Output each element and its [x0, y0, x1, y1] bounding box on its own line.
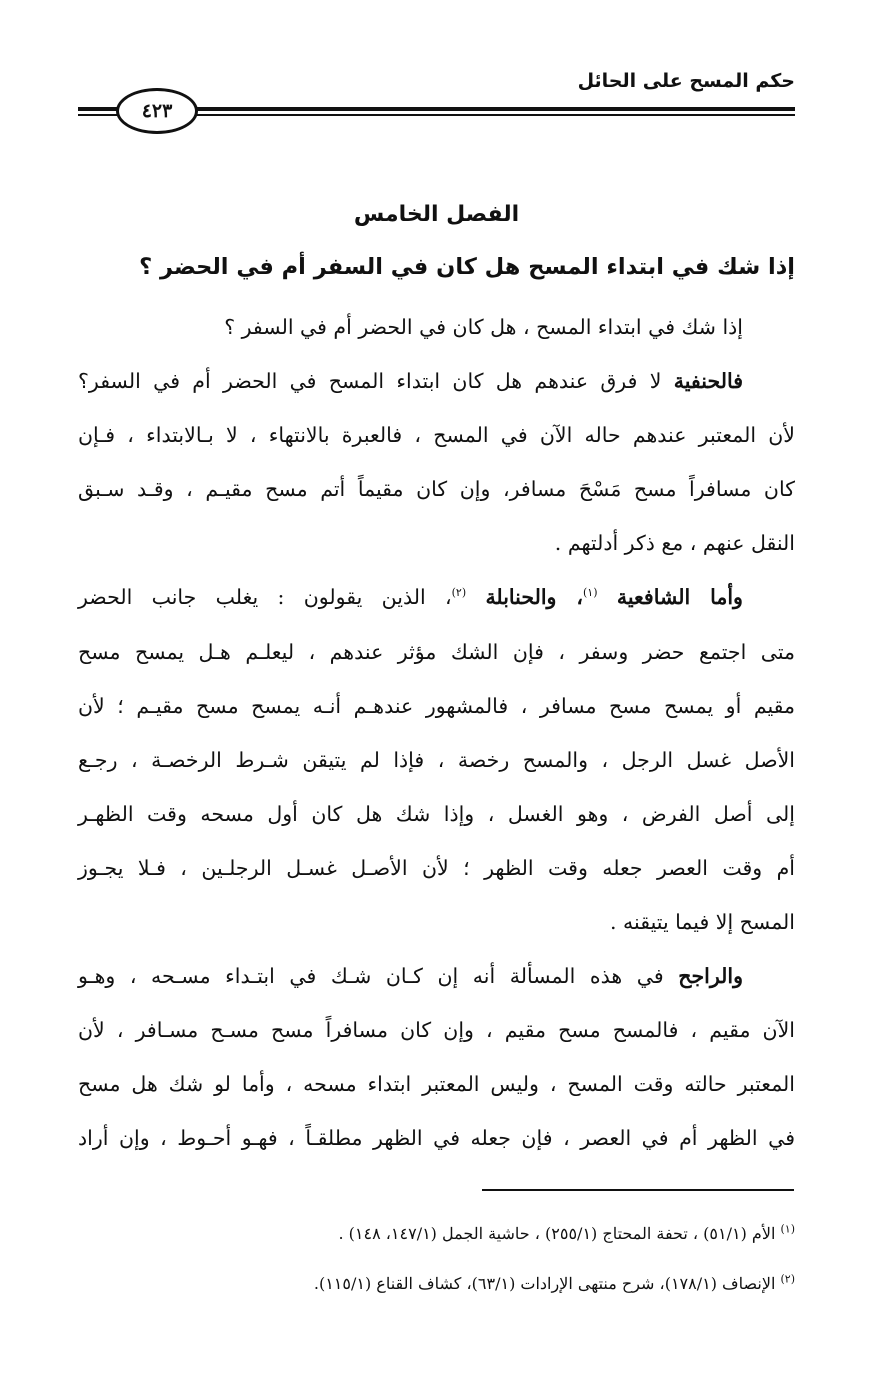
term-hanabila: ، والحنابلة — [485, 585, 583, 610]
section-title: إذا شك في ابتداء المسح هل كان في السفر أم في الحضر ؟ — [139, 254, 795, 280]
text-line: والراجح في هذه المسألة أنه إن كـان شـك في ابتـداء مسـحه ، وهـو — [78, 964, 743, 989]
term-rajih: والراجح — [678, 964, 743, 989]
term-shafiiyya: وأما الشافعية — [616, 585, 743, 610]
text-line: لأن المعتبر عندهم حاله الآن في المسح ، فالعبرة بالانتهاء ، لا بـالابتداء ، فـإن — [78, 423, 795, 448]
text-line: كان مسافراً مسح مَسْحَ مسافر، وإن كان مقيماً أتم مسح مقيـم ، وقـد سـبق — [78, 477, 795, 502]
footnote-separator — [482, 1189, 794, 1191]
page-number: ٤٢٣ — [141, 100, 173, 122]
footnote-mark-2: (٢) — [780, 1272, 795, 1286]
text-line: مقيم أو يمسح مسح مسافر ، فالمشهور عندهـم أنـه يمسح مسح مقيـم ؛ لأن — [78, 693, 795, 718]
footnote-mark-1: (١) — [780, 1222, 795, 1236]
text-line: إذا شك في ابتداء المسح ، هل كان في الحضر أم في السفر ؟ — [224, 315, 743, 339]
text-line: المعتبر حالته وقت المسح ، وليس المعتبر ابتداء مسحه ، وأما لو شك هل مسح — [78, 1072, 795, 1097]
text-line: النقل عنهم ، مع ذكر أدلتهم . — [554, 531, 795, 556]
footnote-ref-2[interactable]: (٢) — [451, 586, 467, 600]
text-line: وأما الشافعية $^{(١)}$، والحنابلة $^{(٢)}$، الذين يقولون : يغلب جانب الحضر — [78, 585, 743, 610]
text-line: فالحنفية لا فرق عندهم هل كان ابتداء المسح في الحضر أم في السفر؟ — [78, 369, 743, 394]
text-line: أم وقت العصر جعله وقت الظهر ؛ لأن الأصـل غسـل الرجلـين ، فـلا يجـوز — [78, 855, 795, 880]
text-line: المسح إلا فيما يتيقنه . — [610, 910, 795, 935]
text-line: الأصل غسل الرجل ، والمسح رخصة ، فإذا لم يتيقن شـرط الرخصـة ، رجـع — [78, 747, 795, 772]
text-line: إلى أصل الفرض ، وهو الغسل ، وإذا شك هل كان أول مسحه وقت الظهـر — [78, 801, 795, 826]
text-line: متى اجتمع حضر وسفر ، فإن الشك مؤثر عندهم ، ليعلـم هـل يمسح مسح — [78, 639, 795, 664]
page-number-badge — [116, 88, 198, 134]
footnote-1: $^{(١)}$ الأم (٥١/١) ، تحفة المحتاج (٢٥٥/١) ، حاشية الجمل (١٤٧/١، ١٤٨) . — [338, 1222, 795, 1243]
chapter-title: الفصل الخامس — [353, 202, 520, 227]
term-hanafiyya: فالحنفية — [673, 369, 743, 394]
footnote-2: $^{(٢)}$ الإنصاف (١٧٨/١)، شرح منتهى الإرادات (٦٣/١)، كشاف القناع (١١٥/١). — [313, 1272, 795, 1293]
text-line: الآن مقيم ، فالمسح مسح مقيم ، وإن كان مسافراً مسح مسـح مسـافر ، لأن — [78, 1018, 795, 1043]
text-line: في الظهر أم في العصر ، فإن جعله في الظهر مطلقـاً ، فهـو أحـوط ، وإن أراد — [78, 1126, 795, 1151]
running-title: حكم المسح على الحائل — [577, 70, 795, 92]
footnote-ref-1[interactable]: (١) — [583, 586, 598, 600]
body-text — [78, 300, 795, 1166]
